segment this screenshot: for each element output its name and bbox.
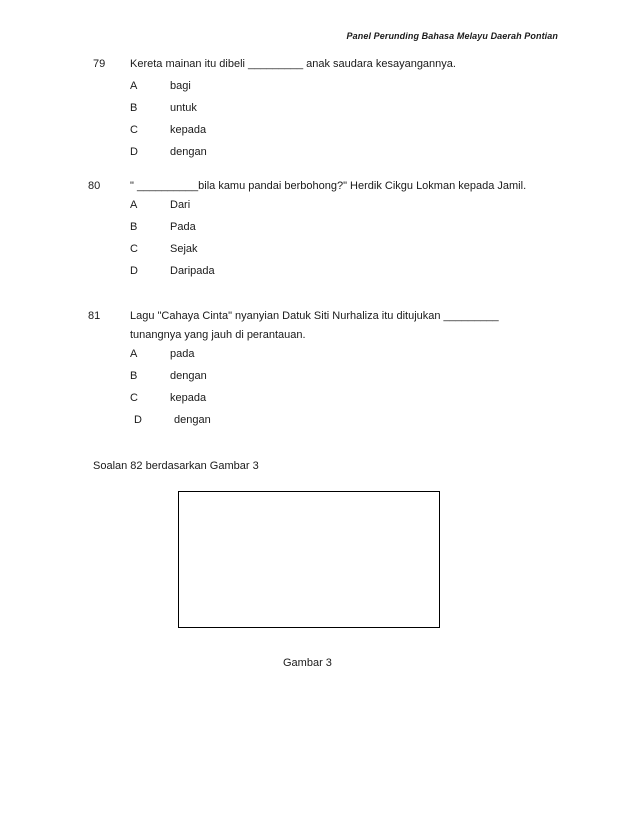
question-stem: Kereta mainan itu dibeli _________ anak saudara kesayangannya. bbox=[130, 58, 456, 70]
question-stem: Lagu "Cahaya Cinta" nyanyian Datuk Siti Nurhaliza itu ditujukan _________ bbox=[130, 310, 499, 322]
figure-placeholder-frame bbox=[178, 491, 440, 628]
option-letter: B bbox=[130, 221, 138, 233]
option-text: untuk bbox=[170, 102, 197, 114]
question-stem-line-2: tunangnya yang jauh di perantauan. bbox=[130, 329, 306, 341]
option-text: Daripada bbox=[170, 265, 215, 277]
question-number: 81 bbox=[88, 310, 101, 322]
option-text: dengan bbox=[170, 146, 207, 158]
option-text: kepada bbox=[170, 392, 207, 404]
option-text: Sejak bbox=[170, 243, 198, 255]
option-letter: A bbox=[130, 348, 138, 360]
option-letter: C bbox=[130, 124, 138, 136]
option-letter: A bbox=[130, 199, 138, 211]
option-text: bagi bbox=[170, 80, 191, 92]
option-text: pada bbox=[170, 348, 195, 360]
question-number: 79 bbox=[93, 58, 106, 70]
option-letter: D bbox=[130, 146, 138, 158]
option-letter: C bbox=[130, 392, 138, 404]
figure-caption: Gambar 3 bbox=[283, 657, 332, 669]
question-stem: " __________bila kamu pandai berbohong?" Herdik Cikgu Lokman kepada Jamil. bbox=[130, 180, 527, 192]
option-letter: D bbox=[130, 265, 138, 277]
option-letter: C bbox=[130, 243, 138, 255]
option-letter: B bbox=[130, 102, 138, 114]
option-text: Dari bbox=[170, 199, 191, 211]
option-text: dengan bbox=[174, 414, 211, 426]
page-header: Panel Perunding Bahasa Melayu Daerah Pontian bbox=[346, 31, 558, 41]
option-letter: A bbox=[130, 80, 138, 92]
figure-intro: Soalan 82 berdasarkan Gambar 3 bbox=[93, 460, 259, 472]
question-number: 80 bbox=[88, 180, 101, 192]
option-text: kepada bbox=[170, 124, 207, 136]
option-letter: D bbox=[134, 414, 142, 426]
option-text: Pada bbox=[170, 221, 196, 233]
option-letter: B bbox=[130, 370, 138, 382]
option-text: dengan bbox=[170, 370, 207, 382]
